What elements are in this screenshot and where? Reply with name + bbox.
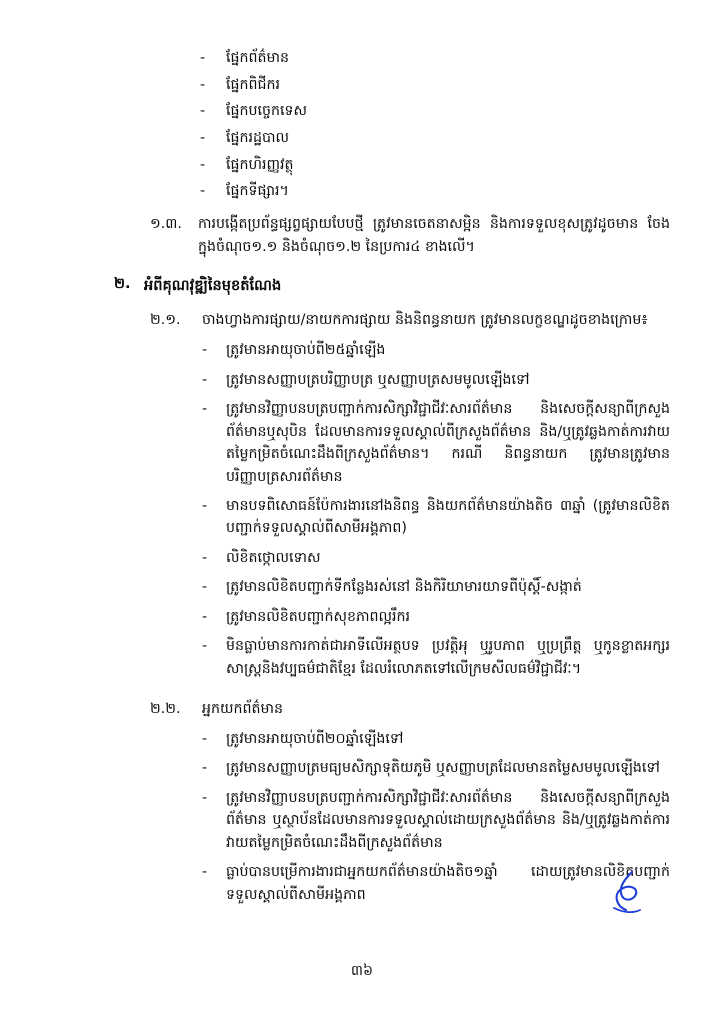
dash-bullet-icon: - (200, 103, 206, 120)
clause-number: ១.៣. (150, 216, 182, 233)
clause-2-2 (54, 698, 670, 721)
dash-bullet-icon: - (200, 50, 206, 66)
list-item-label: ត្រូវមានលិខិតបញ្ជាក់ទីកន្លែងរស់នៅ និងកិរិយាមារយាទពីប៉ុស្តិ៍-សង្កាត់ (226, 579, 582, 596)
clause-text: ចាងហ្វាងការផ្សាយ/នាយកការផ្សាយ និងនិពន្ធនាយក ត្រូវមានលក្ខខណ្ឌដូចខាងក្រោម៖ (202, 312, 648, 329)
dash-bullet-icon: - (200, 76, 206, 93)
list-item-label: ធ្លាប់បានបម្រើការងារជាអ្នកយកព័ត៌មានយ៉ាងតិច១ឆ្នាំ ដោយត្រូវមានលិខិតបញ្ជាក់ទទួលស្គាល់ពីសាមីអង្គភាព (226, 864, 670, 903)
list-item (202, 606, 670, 628)
dash-bullet-icon: - (202, 497, 208, 514)
list-item-label: ផ្នែកទីផ្សារ។ (226, 183, 289, 200)
dash-bullet-icon: - (200, 156, 206, 173)
list-item-label: ត្រូវមានវិញ្ញាបនបត្របញ្ជាក់ការសិក្សាវិជ្ជាជីវៈសារព័ត៌មាន និងសេចក្តីសន្យាពីក្រសួងព័ត៌មាន ឬស្ថាប័នដែលមានការទទួលស្គាល់ដោយក្រសួងព័ត៌មាន និង/ឬត្រូវឆ្លងកាត់ការវាយតម្លៃកម្រិតចំណេះដឹងពីក្រសួងព័ត៌មាន (226, 789, 670, 851)
list-item-label: ត្រូវមានអាយុចាប់ពី២៥ឆ្នាំឡើង (226, 342, 386, 359)
document-content (0, 48, 724, 913)
list-item (202, 398, 670, 488)
list-item-label: ត្រូវមានវិញ្ញាបនបត្របញ្ជាក់ការសិក្សាវិជ្ជាជីវៈសារព័ត៌មាន និងសេចក្តីសន្យាពីក្រសួងព័ត៌មានឬសុបិន ដែលមានការទទួលស្គាល់ពីក្រសួងព័ត៌មាន និង/ឬត្រូវឆ្លងកាត់ការវាយតម្លៃកម្រិតចំណេះដឹងពីក្រសួងព័ត៌មាន។ ករណី និពន្ធនាយក ត្រូវមានត្រូវមានបរិញ្ញាបត្រសារព័ត៌មាន (226, 401, 670, 485)
list-item-label: ត្រូវមានលិខិតបញ្ជាក់សុខភាពល្អរឹករ (226, 608, 411, 625)
list-item (202, 547, 670, 569)
list-item (202, 787, 670, 854)
dash-bullet-icon: - (202, 731, 208, 748)
list-item-label: ផ្នែករដ្ឋបាល (226, 129, 290, 146)
clause-number: ២.១. (150, 312, 181, 329)
list-item (202, 576, 670, 598)
section-heading-2 (54, 275, 670, 297)
clause-1-3 (54, 213, 670, 259)
list-item-label: មិនធ្លាប់មានការកាត់ជាអាទីលើអត្ថបទ ប្រវត្តិអុ ឬរូបភាព ឬប្រព្រឹត្ត ឬកូនខ្លាតអក្សរសាស្ត្រនិងវប្បធម៌ជាតិខ្មែរ ដែលរំលោភតទៅលើក្រមសីលធម៌វិជ្ជាជីវៈ។ (226, 638, 670, 677)
list-item (200, 48, 670, 68)
dash-bullet-icon: - (202, 638, 208, 655)
dash-bullet-icon: - (200, 129, 206, 146)
dash-bullet-icon: - (202, 608, 208, 625)
list-item (200, 75, 670, 95)
dash-bullet-icon: - (202, 864, 208, 881)
clause-2-1 (54, 309, 670, 332)
list-item (202, 728, 670, 750)
dash-bullet-icon: - (202, 371, 208, 388)
dash-bullet-icon: - (202, 760, 208, 777)
list-item (202, 339, 670, 361)
dash-bullet-icon: - (202, 789, 208, 806)
list-item (200, 101, 670, 121)
list-item-label: ផ្នែកហិរញ្ញវត្ថុ (226, 156, 294, 173)
list-item (200, 155, 670, 175)
list-item (202, 635, 670, 680)
list-item-label: ផ្នែកបច្ចេកទេស (226, 103, 308, 120)
clause-2-1-list (54, 339, 670, 680)
clause-text: ការបង្កើតប្រព័ន្ធផ្សព្វផ្សាយបែបថ្មី ត្រូវមានចេតនាសម្អិន និងការទទួលខុសត្រូវដូចមាន ចែងក្នុងចំណុច១.១ និងចំណុច១.២ នៃប្រការ៤ ខាងលើ។ (198, 216, 670, 256)
section-number: ២. (114, 275, 131, 293)
section-title: អំពីគុណវុឌ្ឍិនៃមុខតំណែង (144, 277, 282, 295)
clause-number: ២.២. (150, 701, 181, 718)
list-item-label: មានបទពិសោធន៍ប៉ែការងារនៅងនិពន្ធ និងយកព័ត៌មានយ៉ាងតិច ៣ឆ្នាំ (ត្រូវមានលិខិតបញ្ជាក់ទទួលស្គាល់ពីសាមីអង្គភាព) (226, 497, 670, 537)
list-item (202, 369, 670, 391)
page-number: ៣៦ (350, 963, 374, 979)
list-item-label: ផ្នែកព័ត៌មាន (226, 50, 290, 66)
list-item (202, 495, 670, 540)
dash-bullet-icon: - (202, 401, 208, 418)
clause-text: អ្នកយកព័ត៌មាន (202, 701, 284, 718)
list-item (200, 128, 670, 148)
list-item-label: ត្រូវមានសញ្ញាបត្របរិញ្ញាបត្រ ឬសញ្ញាបត្រសមមូលឡើងទៅ (226, 371, 530, 388)
list-item-label: ផ្នែកពិជីករ (226, 76, 281, 93)
dash-bullet-icon: - (202, 342, 208, 359)
clause-2-2-list (54, 728, 670, 906)
list-item (202, 861, 670, 906)
top-dash-list (200, 48, 670, 201)
list-item-label: ត្រូវមានសញ្ញាបត្រមធ្យមសិក្សាទុតិយភូមិ ឬសញ្ញាបត្រដែលមានតម្លៃសមមូលឡើងទៅ (226, 760, 660, 777)
dash-bullet-icon: - (202, 579, 208, 596)
list-item (200, 181, 670, 201)
dash-bullet-icon: - (200, 183, 206, 200)
list-item-label: លិខិតថ្កោលទោស (226, 549, 321, 566)
list-item-label: ត្រូវមានអាយុចាប់ពី២០ឆ្នាំឡើងទៅ (226, 731, 404, 748)
list-item (202, 757, 670, 779)
dash-bullet-icon: - (202, 549, 208, 566)
